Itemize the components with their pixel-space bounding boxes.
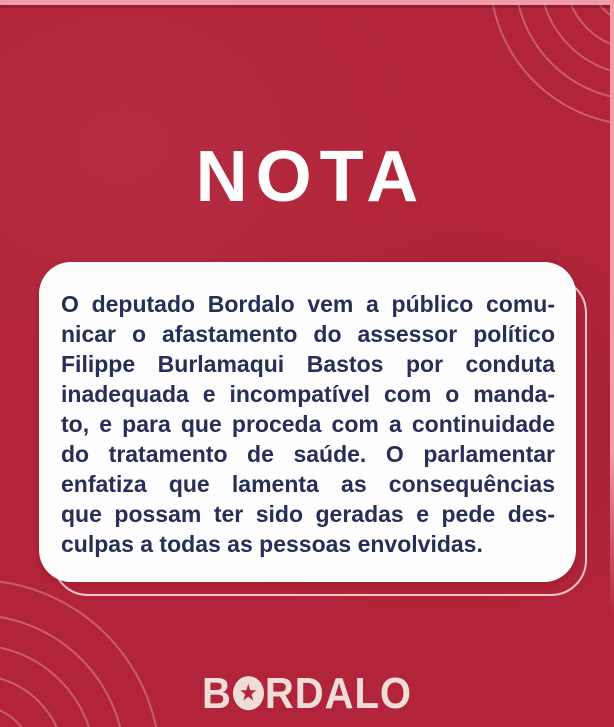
bordalo-logo (0, 670, 614, 720)
logo-text-suffix: RDALO (264, 669, 413, 718)
right-border-strip (610, 0, 614, 727)
note-line: Filippe Burlamaqui Bastos por conduta (61, 351, 555, 377)
note-line: do tratamento de saúde. O parlamentar (61, 441, 555, 467)
logo-text-prefix: B (201, 669, 232, 718)
logo-o-disc (233, 676, 264, 710)
note-line: O deputado Bordalo vem a público comu- (61, 291, 555, 317)
note-line: inadequada e incompatível com o manda- (61, 381, 555, 407)
note-card (39, 262, 576, 582)
note-line: culpas a todas as pessoas envolvidas. (61, 531, 483, 557)
note-line: to, e para que proceda com a continuidade (61, 411, 555, 437)
note-line: nicar o afastamento do assessor político (61, 321, 555, 347)
star-icon: ★ (238, 679, 258, 706)
page-title: NOTA (195, 137, 427, 217)
note-line: enfatiza que lamenta as consequências (61, 471, 555, 497)
top-border-shadow (0, 5, 614, 8)
note-line: que possam ter sido geradas e pede des- (61, 501, 555, 527)
